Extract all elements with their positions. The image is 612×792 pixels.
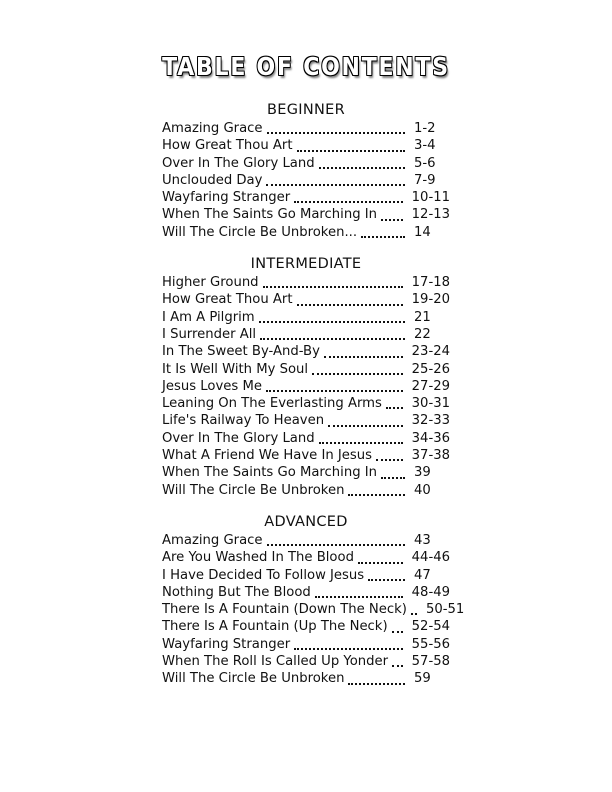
- toc-entry: [162, 395, 450, 412]
- toc-entry: [162, 601, 465, 618]
- song-title: Jesus Loves Me: [162, 378, 262, 394]
- dot-leader: [376, 459, 403, 461]
- song-title: What A Friend We Have In Jesus: [162, 448, 373, 464]
- toc-entry: [162, 482, 450, 499]
- dot-leader: [368, 579, 405, 581]
- dot-leader: [358, 562, 403, 564]
- dot-leader: [267, 132, 405, 134]
- song-title: Will The Circle Be Unbroken: [162, 482, 345, 498]
- toc-entry: [162, 206, 450, 223]
- page-numbers: 47: [414, 567, 431, 583]
- dot-leader: [361, 236, 405, 238]
- song-title: There Is A Fountain (Up The Neck): [162, 619, 388, 635]
- page-numbers: 21: [414, 309, 431, 325]
- toc-sections: [162, 102, 465, 688]
- page-numbers: 25-26: [411, 361, 450, 377]
- page-numbers: 22: [414, 326, 431, 342]
- toc-section: [162, 256, 450, 499]
- page-numbers: 59: [414, 671, 431, 687]
- page-numbers: 14: [414, 224, 431, 240]
- dot-leader: [266, 390, 403, 392]
- page-numbers: 23-24: [411, 344, 450, 360]
- dot-leader: [312, 373, 403, 375]
- dot-leader: [266, 184, 405, 186]
- dot-leader: [297, 304, 403, 306]
- song-title: How Great Thou Art: [162, 292, 293, 308]
- page-numbers: 40: [414, 482, 431, 498]
- toc-entry: [162, 532, 450, 549]
- toc-entry: [162, 172, 450, 189]
- dot-leader: [294, 648, 403, 650]
- dot-leader: [381, 219, 403, 221]
- dot-leader: [315, 596, 403, 598]
- page-numbers: 10-11: [411, 190, 450, 206]
- song-title: Wayfaring Stranger: [162, 190, 291, 206]
- section-header: ADVANCED: [264, 513, 348, 530]
- page-numbers: 50-51: [425, 602, 465, 618]
- song-title: When The Saints Go Marching In: [162, 207, 377, 223]
- toc-entry: [162, 670, 450, 687]
- toc-section: [162, 513, 465, 688]
- toc-entry: [162, 309, 450, 326]
- toc-entry: [162, 636, 450, 653]
- page-numbers: 7-9: [414, 172, 436, 188]
- dot-leader: [328, 425, 403, 427]
- page-numbers: 44-46: [411, 550, 450, 566]
- toc-entry: [162, 549, 450, 566]
- toc-entry: [162, 653, 450, 670]
- dot-leader: [267, 544, 405, 546]
- page-numbers: 48-49: [411, 584, 450, 600]
- toc-entry: [162, 343, 450, 360]
- song-title: Leaning On The Everlasting Arms: [162, 396, 382, 412]
- page-numbers: 57-58: [411, 654, 450, 670]
- toc-entry: [162, 326, 450, 343]
- page-numbers: 17-18: [411, 275, 450, 291]
- dot-leader: [386, 407, 403, 409]
- page-numbers: 1-2: [414, 121, 436, 136]
- song-title: In The Sweet By-And-By: [162, 344, 320, 360]
- toc-entry: [162, 155, 450, 172]
- toc-entry: [162, 274, 450, 291]
- section-header: BEGINNER: [267, 102, 345, 118]
- song-title: Amazing Grace: [162, 121, 263, 136]
- toc-entry: [162, 291, 450, 308]
- song-title: When The Roll Is Called Up Yonder: [162, 654, 389, 670]
- toc-entry: [162, 567, 450, 584]
- song-title: Amazing Grace: [162, 532, 263, 548]
- page-numbers: 34-36: [411, 430, 450, 446]
- song-title: Nothing But The Blood: [162, 584, 311, 600]
- dot-leader: [297, 150, 405, 152]
- song-title: Wayfaring Stranger: [162, 636, 291, 652]
- page-numbers: 43: [414, 532, 431, 548]
- song-title: When The Saints Go Marching In: [162, 465, 377, 481]
- toc-entry: [162, 361, 450, 378]
- page-numbers: 5-6: [414, 155, 436, 171]
- toc-entry: [162, 618, 450, 635]
- toc-entry: [162, 189, 450, 206]
- toc-entry: [162, 412, 450, 429]
- page-numbers: 27-29: [411, 378, 450, 394]
- dot-leader: [348, 494, 405, 496]
- song-title: It Is Well With My Soul: [162, 361, 309, 377]
- dot-leader: [392, 665, 403, 667]
- dot-leader: [392, 631, 403, 633]
- toc-entry: [162, 584, 450, 601]
- page-numbers: 19-20: [411, 292, 450, 308]
- toc-entry: [162, 378, 450, 395]
- song-title: Over In The Glory Land: [162, 430, 315, 446]
- toc-entry: [162, 120, 450, 137]
- toc-section: [162, 102, 450, 241]
- toc-entry: [162, 447, 450, 464]
- dot-leader: [381, 477, 405, 479]
- page-numbers: 37-38: [411, 448, 450, 464]
- page-numbers: 12-13: [411, 207, 450, 223]
- dot-leader: [319, 442, 403, 444]
- section-header: INTERMEDIATE: [250, 256, 362, 273]
- dot-leader: [294, 201, 403, 203]
- song-title: Life's Railway To Heaven: [162, 413, 325, 429]
- song-title: I Surrender All: [162, 326, 257, 342]
- song-title: Unclouded Day: [162, 172, 263, 188]
- page-numbers: 39: [414, 465, 431, 481]
- page-numbers: 3-4: [414, 138, 436, 154]
- dot-leader: [348, 683, 405, 685]
- song-title: Are You Washed In The Blood: [162, 550, 354, 566]
- page-numbers: 52-54: [411, 619, 450, 635]
- song-title: I Am A Pilgrim: [162, 309, 255, 325]
- dot-leader: [263, 286, 403, 288]
- toc-entry: [162, 464, 450, 481]
- dot-leader: [319, 167, 405, 169]
- song-title: Will The Circle Be Unbroken...: [162, 224, 358, 240]
- song-title: I Have Decided To Follow Jesus: [162, 567, 365, 583]
- toc-entry: [162, 137, 450, 154]
- dot-leader: [260, 338, 405, 340]
- toc-entry: [162, 430, 450, 447]
- dot-leader: [259, 321, 405, 323]
- song-title: Over In The Glory Land: [162, 155, 315, 171]
- song-title: How Great Thou Art: [162, 138, 293, 154]
- page-title: TABLE OF CONTENTS: [162, 52, 450, 81]
- page-numbers: 32-33: [411, 413, 450, 429]
- dot-leader: [324, 356, 403, 358]
- song-title: Higher Ground: [162, 275, 259, 291]
- song-title: There Is A Fountain (Down The Neck): [162, 602, 407, 618]
- page-numbers: 30-31: [411, 396, 450, 412]
- song-title: Will The Circle Be Unbroken: [162, 671, 345, 687]
- page-numbers: 55-56: [411, 636, 450, 652]
- toc-entry: [162, 224, 450, 241]
